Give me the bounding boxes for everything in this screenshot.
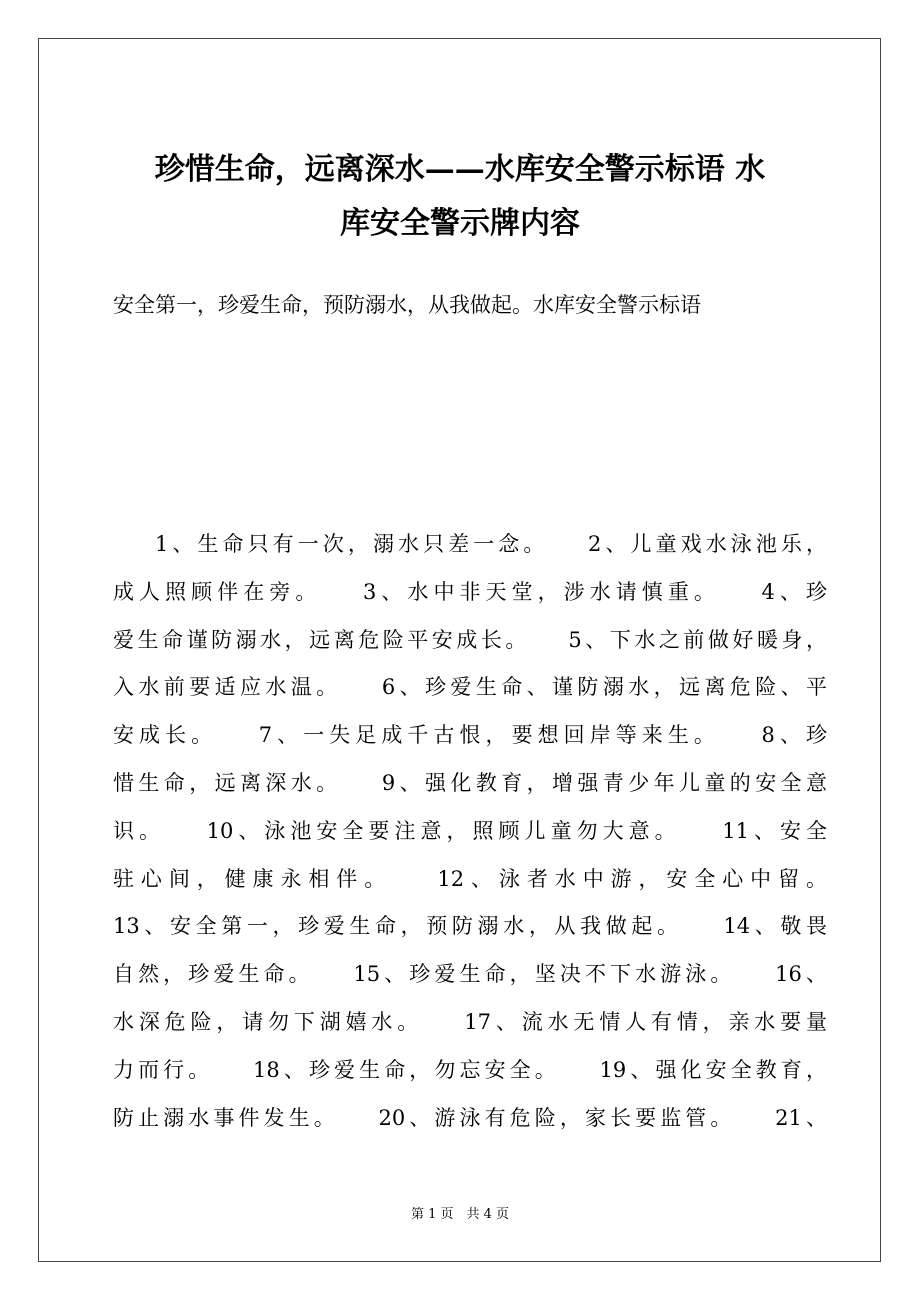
paragraph-line: 防止溺水事件发生。 20、游泳有危险，家长要监管。 21、 xyxy=(113,1105,827,1130)
paragraph-line: 安成长。 7、一失足成千古恨，要想回岸等来生。 8、珍 xyxy=(113,723,827,748)
paragraph-line: 成人照顾伴在旁。 3、水中非天堂，涉水请慎重。 4、珍 xyxy=(113,579,827,604)
intro-paragraph: 安全第一，珍爱生命，预防溺水，从我做起。水库安全警示标语 xyxy=(113,293,701,317)
page-number-footer: 第 1 页 共 4 页 xyxy=(410,1207,510,1222)
paragraph-line: 驻心间，健康永相伴。 12、泳者水中游，安全心中留。 xyxy=(113,866,827,891)
paragraph-line: 惜生命，远离深水。 9、强化教育，增强青少年儿童的安全意 xyxy=(113,770,827,795)
document-title-line-1: 珍惜生命，远离深水——水库安全警示标语 水 xyxy=(154,152,766,187)
paragraph-line: 力而行。 18、珍爱生命，勿忘安全。 19、强化安全教育， xyxy=(113,1057,827,1082)
paragraph-line: 1、生命只有一次，溺水只差一念。 2、儿童戏水泳池乐， xyxy=(155,532,827,556)
paragraph-line: 爱生命谨防溺水，远离危险平安成长。 5、下水之前做好暖身， xyxy=(113,627,827,652)
slogan-list-paragraph xyxy=(113,521,827,1142)
paragraph-line: 13、安全第一，珍爱生命，预防溺水，从我做起。 14、敬畏 xyxy=(113,914,827,939)
document-title-line-2: 库安全警示牌内容 xyxy=(340,206,580,241)
paragraph-line: 入水前要适应水温。 6、珍爱生命、谨防溺水，远离危险、平 xyxy=(113,675,827,700)
paragraph-line: 自然，珍爱生命。 15、珍爱生命，坚决不下水游泳。 16、 xyxy=(113,962,827,987)
paragraph-line: 识。 10、泳池安全要注意，照顾儿童勿大意。 11、安全 xyxy=(113,818,827,843)
paragraph-line: 水深危险，请勿下湖嬉水。 17、流水无情人有情，亲水要量 xyxy=(113,1009,827,1034)
